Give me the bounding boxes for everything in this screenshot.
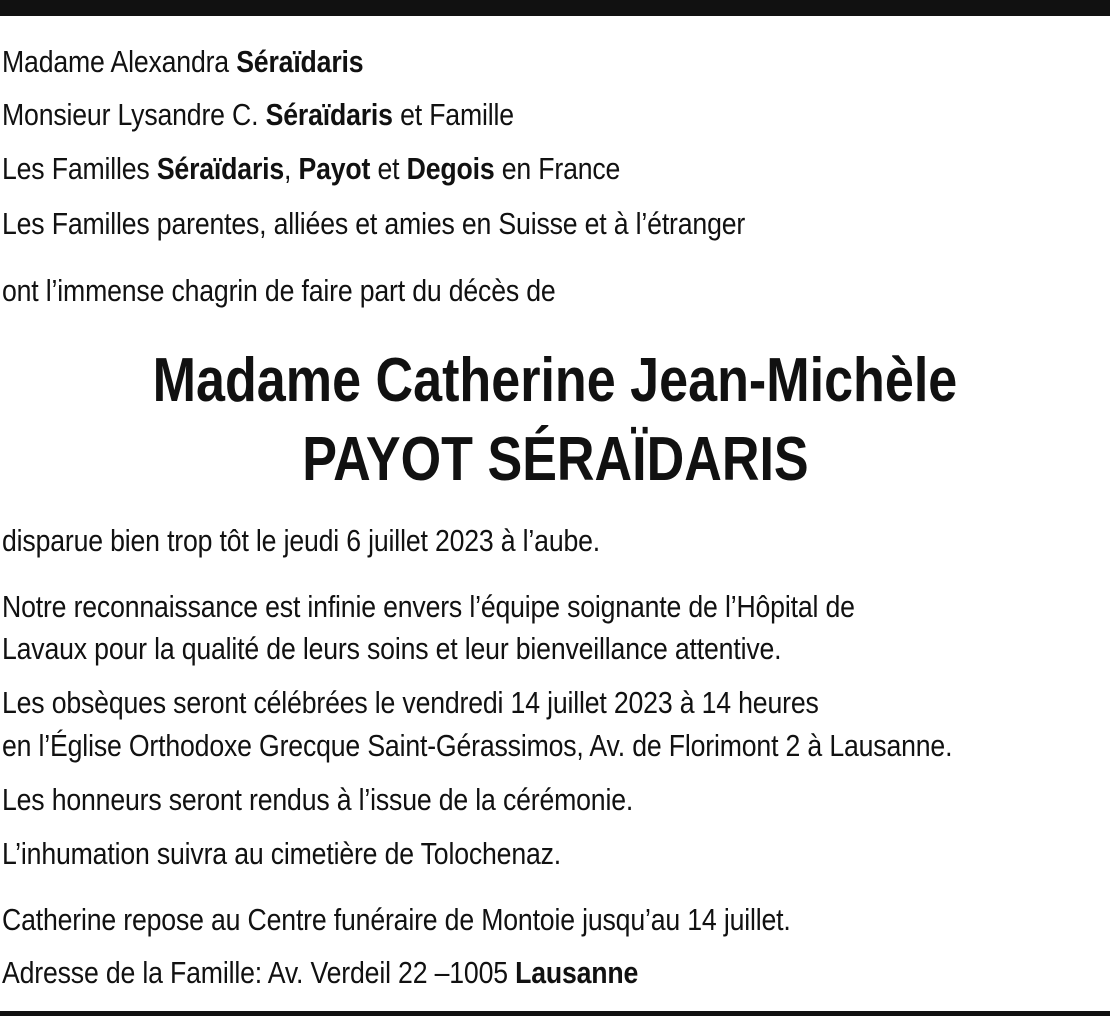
family-line-3-suffix: en France xyxy=(494,151,621,186)
funeral-line-1: Les obsèques seront célébrées le vendredi 14 juillet 2023 à 14 heures xyxy=(2,685,819,720)
family-name-seraidaris: Séraïdaris xyxy=(156,151,285,186)
family-line-2-text: Monsieur Lysandre C. xyxy=(2,97,266,132)
family-address xyxy=(2,954,638,992)
thanks-line-1: Notre reconnaissance est infinie envers l’équipe soignante de l’Hôpital de xyxy=(2,589,855,624)
family-line-1 xyxy=(2,43,363,81)
family-line-1-text: Madame Alexandra xyxy=(2,44,237,79)
burial-text: L’inhumation suivra au cimetière de Tolochenaz. xyxy=(2,836,562,871)
repose-text: Catherine repose au Centre funéraire de Montoie jusqu’au 14 juillet. xyxy=(2,902,791,937)
family-name-seraidaris: Séraïdaris xyxy=(265,97,393,132)
deceased-name-text: Madame Catherine Jean-Michèle xyxy=(152,346,958,415)
family-name-seraidaris: Séraïdaris xyxy=(236,44,364,79)
funeral-line-2: en l’Église Orthodoxe Grecque Saint-Gérassimos, Av. de Florimont 2 à Lausanne. xyxy=(2,728,953,763)
deceased-name-line-1 xyxy=(0,348,1110,414)
separator: et xyxy=(370,151,407,186)
family-name-degois: Degois xyxy=(406,151,495,186)
family-name-payot: Payot xyxy=(298,151,371,186)
passing-text: disparue bien trop tôt le jeudi 6 juillet 2023 à l’aube. xyxy=(2,523,601,558)
deceased-name-line-2 xyxy=(0,427,1110,493)
family-address-text: Adresse de la Famille: Av. Verdeil 22 –1005 xyxy=(2,955,516,990)
family-line-3-text: Les Familles xyxy=(2,151,157,186)
family-line-3 xyxy=(2,150,620,188)
bottom-rule xyxy=(0,1011,1110,1016)
announcement-text: ont l’immense chagrin de faire part du décès de xyxy=(2,273,556,308)
family-line-2 xyxy=(2,96,514,134)
honours-text: Les honneurs seront rendus à l’issue de la cérémonie. xyxy=(2,782,634,817)
separator: , xyxy=(284,151,299,186)
family-line-2-suffix: et Famille xyxy=(392,97,514,132)
family-address-city: Lausanne xyxy=(515,955,639,990)
family-line-4: Les Familles parentes, alliées et amies en Suisse et à l’étranger xyxy=(2,206,746,241)
deceased-surname-text: PAYOT SÉRAÏDARIS xyxy=(301,425,809,494)
thanks-line-2: Lavaux pour la qualité de leurs soins et leur bienveillance attentive. xyxy=(2,631,782,666)
